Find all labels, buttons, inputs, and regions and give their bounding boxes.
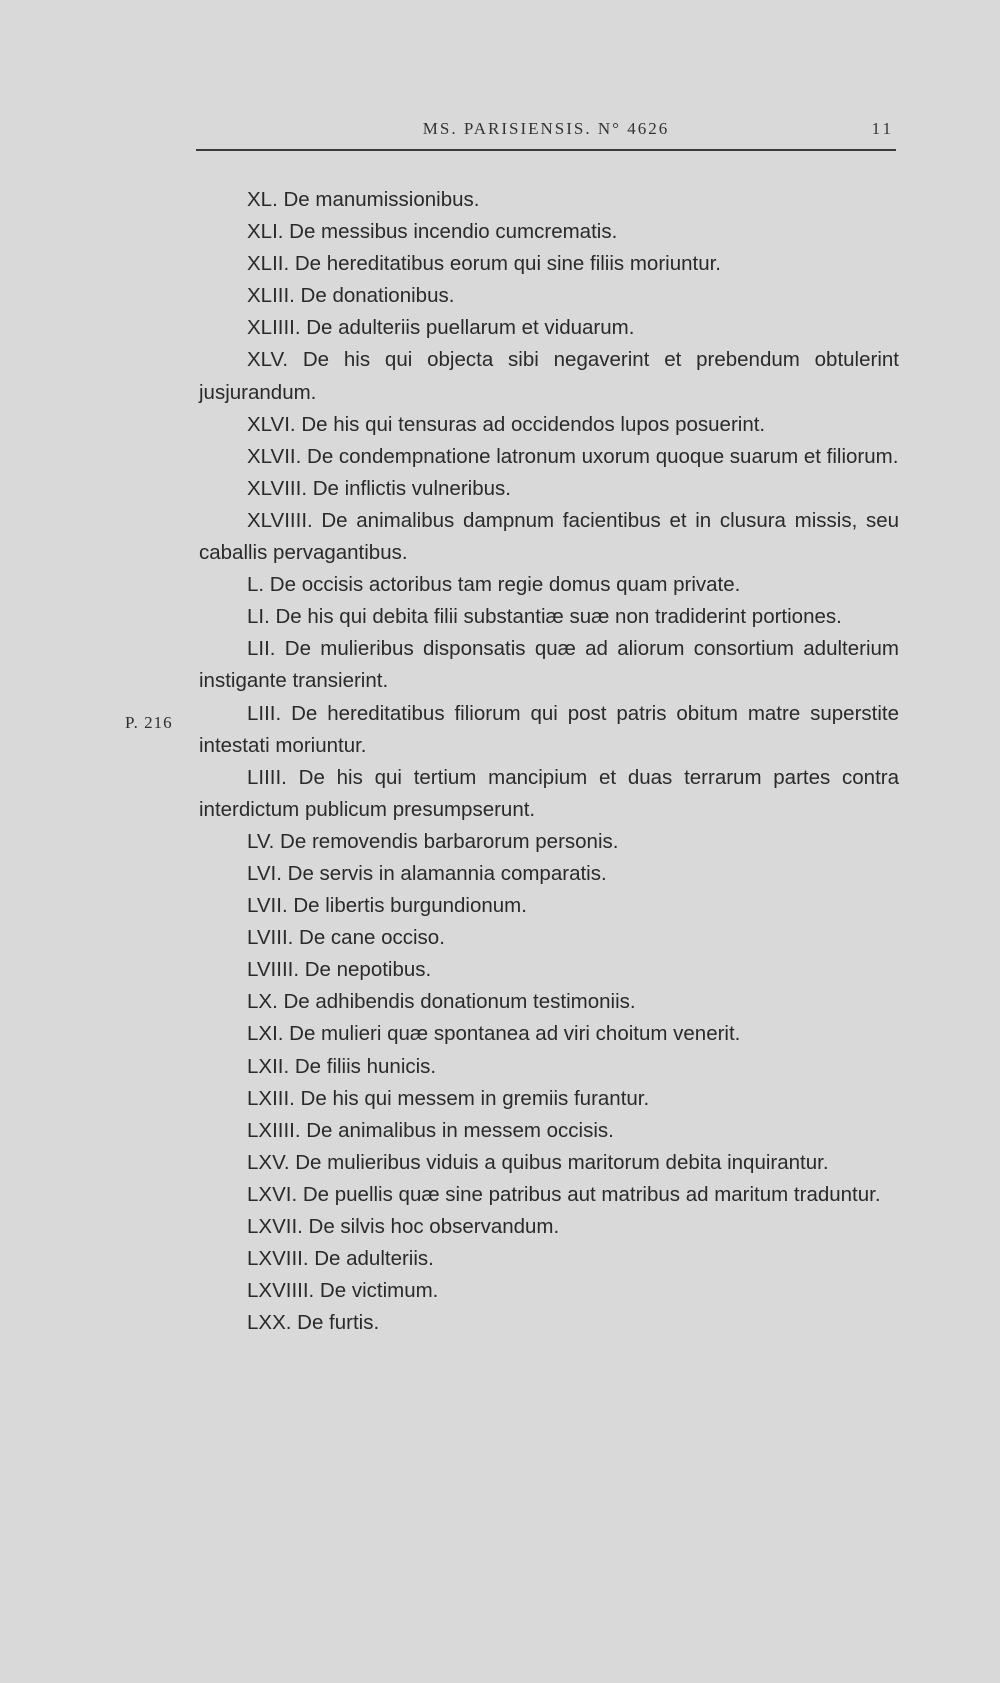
list-item: XLV. De his qui objecta sibi negaverint et prebendum obtulerint jusjurandum. [199,348,899,404]
list-item: LXIIII. De animalibus in messem occisis. [247,1118,614,1142]
list-item: LI. De his qui debita filii substantiæ suæ non tradiderint portiones. [247,605,842,629]
list-item: XLVIIII. De animalibus dampnum facientibus et in clusura missis, seu caballis pervagantibus. [199,508,899,565]
list-item: XLVIII. De inflictis vulneribus. [247,476,511,500]
list-item: LXIII. De his qui messem in gremiis furantur. [247,1086,650,1110]
page-header [196,113,896,151]
list-item: XLI. De messibus incendio cumcrematis. [247,220,618,244]
list-item: LV. De removendis barbarorum personis. [247,829,619,853]
list-item: XL. De manumissionibus. [247,188,480,211]
list-item: XLIIII. De adulteriis puellarum et viduarum. [247,316,635,340]
list-item: LXVIII. De adulteriis. [247,1247,434,1271]
list-item: LX. De adhibendis donationum testimoniis. [247,990,636,1014]
list-item: LVI. De servis in alamannia comparatis. [247,861,607,885]
list-item: LXI. De mulieri quæ spontanea ad viri choitum venerit. [247,1022,741,1046]
list-item: LVIII. De cane occiso. [247,926,445,950]
list-item: XLVI. De his qui tensuras ad occidendos lupos posuerint. [247,412,766,436]
page-number: 11 [871,119,894,138]
list-item: LIII. De hereditatibus filiorum qui post patris obitum matre superstite intestati moriuntur. [199,701,899,757]
list-item: LVII. De libertis burgundionum. [247,894,527,918]
list-item: LXII. De filiis hunicis. [247,1054,437,1078]
list-item: LXX. De furtis. [247,1311,380,1335]
list-item: LXV. De mulieribus viduis a quibus maritorum debita inquirantur. [247,1150,829,1174]
margin-page-reference: P. 216 [125,713,173,732]
list-item: LII. De mulieribus disponsatis quæ ad aliorum consortium adulterium instigante transierint. [199,637,899,693]
chapter-list [199,184,899,1339]
list-item: LIIII. De his qui tertium mancipium et duas terrarum partes contra interdictum publicum presumpserunt. [199,765,899,821]
list-item: XLIII. De donationibus. [247,284,455,308]
list-item: LXVIIII. De victimum. [247,1279,439,1303]
running-title: MS. PARISIENSIS. N° 4626 [422,119,670,138]
list-item: XLVII. De condempnatione latronum uxorum quoque suarum et filiorum. [247,444,899,468]
list-item: LXVI. De puellis quæ sine patribus aut matribus ad maritum traduntur. [247,1182,881,1206]
list-item: LVIIII. De nepotibus. [247,958,432,982]
list-item: LXVII. De silvis hoc observandum. [247,1215,560,1238]
list-item: XLII. De hereditatibus eorum qui sine filiis moriuntur. [247,252,722,276]
list-item: L. De occisis actoribus tam regie domus quam private. [247,573,741,597]
